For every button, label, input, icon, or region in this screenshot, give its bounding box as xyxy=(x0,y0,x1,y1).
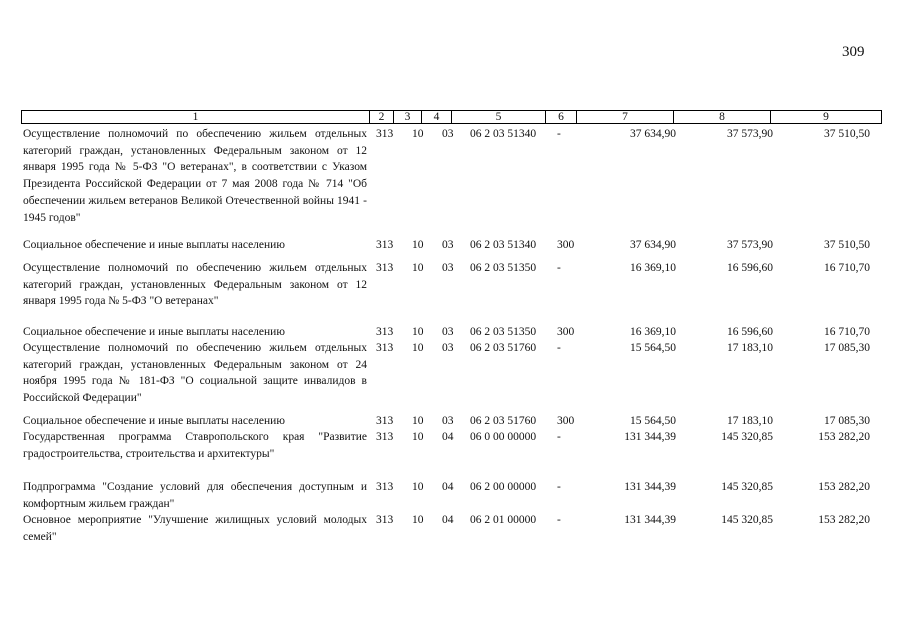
table-header xyxy=(21,110,882,124)
header-col-8: 8 xyxy=(673,111,770,123)
row-col-5: 06 2 03 51760 xyxy=(470,342,537,354)
row-col-5: 06 0 00 00000 xyxy=(470,431,537,443)
row-col-4: 04 xyxy=(442,514,454,526)
row-description: Осуществление полномочий по обеспечению жильем отдельных категорий граждан, установленных Федеральным законом от 24 ноября 1995 года № 181-ФЗ "О социальной защите инвалидов в Российской Федерации" xyxy=(23,342,367,405)
row-col-9: 17 085,30 xyxy=(824,415,870,427)
row-col-2: 313 xyxy=(376,514,394,526)
row-description: Осуществление полномочий по обеспечению жильем отдельных категорий граждан, установленных Федеральным законом от 12 января 1995 года № 5-ФЗ "О ветеранах" xyxy=(23,262,367,308)
header-col-9: 9 xyxy=(770,111,881,123)
row-col-5: 06 2 03 51340 xyxy=(470,239,537,251)
row-col-4: 04 xyxy=(442,481,454,493)
row-col-2: 313 xyxy=(376,239,394,251)
row-col-3: 10 xyxy=(412,514,424,526)
row-col-7: 131 344,39 xyxy=(624,481,676,493)
row-col-4: 03 xyxy=(442,326,454,338)
row-col-3: 10 xyxy=(412,326,424,338)
row-col-7: 15 564,50 xyxy=(630,415,676,427)
row-description: Социальное обеспечение и иные выплаты населению xyxy=(23,326,285,338)
row-description: Социальное обеспечение и иные выплаты населению xyxy=(23,415,285,427)
header-col-5: 5 xyxy=(451,111,545,123)
row-col-7: 37 634,90 xyxy=(630,128,676,140)
row-col-4: 03 xyxy=(442,128,454,140)
row-col-8: 17 183,10 xyxy=(727,415,773,427)
row-col-7: 37 634,90 xyxy=(630,239,676,251)
row-col-5: 06 2 03 51760 xyxy=(470,415,537,427)
row-col-7: 131 344,39 xyxy=(624,514,676,526)
row-col-2: 313 xyxy=(376,342,394,354)
row-col-4: 03 xyxy=(442,239,454,251)
row-col-7: 131 344,39 xyxy=(624,431,676,443)
row-col-9: 37 510,50 xyxy=(824,128,870,140)
row-col-5: 06 2 03 51340 xyxy=(470,128,537,140)
row-col-7: 15 564,50 xyxy=(630,342,676,354)
header-col-4: 4 xyxy=(421,111,451,123)
row-col-9: 153 282,20 xyxy=(818,431,870,443)
row-col-2: 313 xyxy=(376,262,394,274)
row-col-9: 16 710,70 xyxy=(824,326,870,338)
row-col-4: 03 xyxy=(442,342,454,354)
row-col-5: 06 2 03 51350 xyxy=(470,262,537,274)
row-col-8: 145 320,85 xyxy=(721,431,773,443)
row-col-4: 03 xyxy=(442,262,454,274)
row-col-2: 313 xyxy=(376,431,394,443)
row-col-3: 10 xyxy=(412,262,424,274)
row-col-3: 10 xyxy=(412,342,424,354)
row-col-5: 06 2 00 00000 xyxy=(470,481,537,493)
row-col-6: 300 xyxy=(557,326,575,338)
row-col-2: 313 xyxy=(376,481,394,493)
row-col-6: - xyxy=(557,514,561,526)
row-col-7: 16 369,10 xyxy=(630,326,676,338)
row-col-3: 10 xyxy=(412,481,424,493)
header-col-3: 3 xyxy=(393,111,421,123)
row-description: Подпрограмма "Создание условий для обеспечения доступным и комфортным жильем граждан" xyxy=(23,481,367,510)
header-col-7: 7 xyxy=(576,111,673,123)
row-col-3: 10 xyxy=(412,239,424,251)
row-col-6: - xyxy=(557,481,561,493)
row-col-6: 300 xyxy=(557,239,575,251)
row-description: Социальное обеспечение и иные выплаты населению xyxy=(23,239,285,251)
row-col-8: 17 183,10 xyxy=(727,342,773,354)
row-col-3: 10 xyxy=(412,128,424,140)
row-col-7: 16 369,10 xyxy=(630,262,676,274)
header-col-2: 2 xyxy=(369,111,393,123)
row-col-2: 313 xyxy=(376,415,394,427)
row-col-2: 313 xyxy=(376,326,394,338)
row-col-9: 17 085,30 xyxy=(824,342,870,354)
row-col-5: 06 2 01 00000 xyxy=(470,514,537,526)
page-number: 309 xyxy=(842,44,865,60)
header-col-1: 1 xyxy=(192,111,199,123)
row-col-8: 145 320,85 xyxy=(721,514,773,526)
row-col-9: 153 282,20 xyxy=(818,514,870,526)
row-col-6: 300 xyxy=(557,415,575,427)
row-col-8: 16 596,60 xyxy=(727,262,773,274)
row-col-9: 37 510,50 xyxy=(824,239,870,251)
row-col-8: 16 596,60 xyxy=(727,326,773,338)
row-col-9: 16 710,70 xyxy=(824,262,870,274)
row-col-2: 313 xyxy=(376,128,394,140)
header-col-6: 6 xyxy=(545,111,576,123)
row-description: Государственная программа Ставропольского края "Развитие градостроительства, строительства и архитектуры" xyxy=(23,431,367,460)
row-description: Осуществление полномочий по обеспечению жильем отдельных категорий граждан, установленных Федеральным законом от 12 января 1995 года № 5-ФЗ "О ветеранах", в соответствии с Указом Президента Российской Федерации от 7 мая 2008 года № 714 "Об обеспечении жильем ветеранов Великой Отечественной войны 1941 - 1945 годов" xyxy=(23,128,367,224)
row-col-6: - xyxy=(557,262,561,274)
row-col-4: 04 xyxy=(442,431,454,443)
row-col-6: - xyxy=(557,342,561,354)
row-col-3: 10 xyxy=(412,415,424,427)
row-col-6: - xyxy=(557,128,561,140)
row-col-5: 06 2 03 51350 xyxy=(470,326,537,338)
row-description: Основное мероприятие "Улучшение жилищных условий молодых семей" xyxy=(23,514,367,543)
row-col-8: 37 573,90 xyxy=(727,128,773,140)
row-col-8: 37 573,90 xyxy=(727,239,773,251)
row-col-3: 10 xyxy=(412,431,424,443)
row-col-9: 153 282,20 xyxy=(818,481,870,493)
row-col-8: 145 320,85 xyxy=(721,481,773,493)
row-col-4: 03 xyxy=(442,415,454,427)
row-col-6: - xyxy=(557,431,561,443)
